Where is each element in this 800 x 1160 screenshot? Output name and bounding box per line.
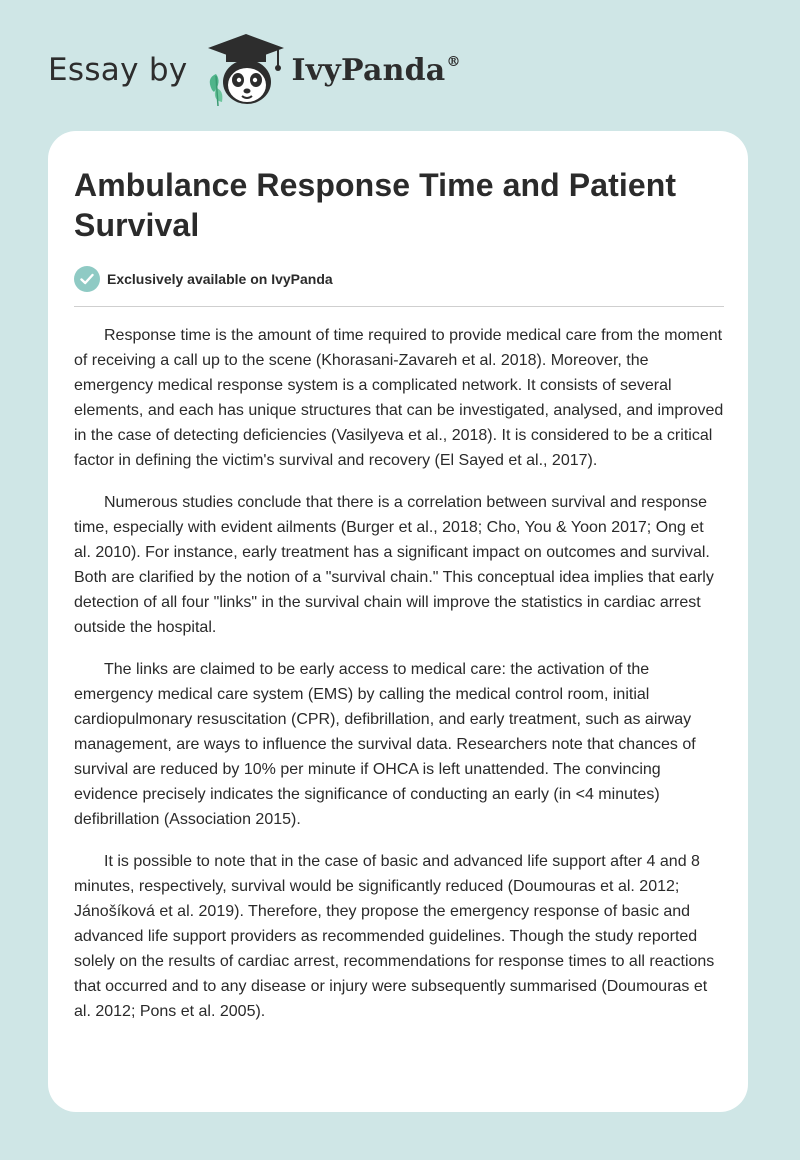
paragraph: Numerous studies conclude that there is a correlation between survival and response time, especially with evident ailments (Burger et al., 2018; Cho, You & Yoon 2017; Ong et al. 2010). For instance, early treatment has a significant impact on outcomes and survival. Both are clarified by the notion of a "survival chain." This conceptual idea implies that early detection of all four "links" in the survival chain will improve the statistics in cardiac arrest outside the hospital. (74, 494, 714, 636)
check-circle-icon (74, 266, 100, 292)
exclusive-badge-label: Exclusively available on IvyPanda (107, 271, 333, 287)
divider (74, 306, 724, 307)
essay-by-label: Essay by (48, 52, 188, 88)
essay-body (74, 323, 724, 1024)
paragraph: The links are claimed to be early access to medical care: the activation of the emergency medical care system (EMS) by calling the medical control room, initial cardiopulmonary resuscitation (CPR), defibrillation, and early treatment, such as airway management, are ways to influence the survival data. Researchers note that chances of survival are reduced by 10% per minute if OHCA is left unattended. The convincing evidence precisely indicates the significance of conducting an early (in <4 minutes) defibrillation (Association 2015). (74, 661, 696, 828)
panda-graduate-logo-icon[interactable] (202, 30, 290, 110)
essay-card (48, 131, 748, 1112)
site-header (48, 30, 461, 110)
exclusive-badge (74, 265, 722, 293)
registered-mark: ® (446, 53, 461, 70)
page-title: Ambulance Response Time and Patient Survival (74, 167, 677, 243)
paragraph: Response time is the amount of time required to provide medical care from the moment of receiving a call up to the scene (Khorasani-Zavareh et al. 2018). Moreover, the emergency medical response system is a complicated network. It consists of several elements, and each has unique structures that can be investigated, analysed, and improved in the case of detecting deficiencies (Vasilyeva et al., 2018). It is considered to be a critical factor in defining the victim's survival and recovery (El Sayed et al., 2017). (74, 327, 724, 469)
paragraph: It is possible to note that in the case of basic and advanced life support after 4 and 8 minutes, respectively, survival would be significantly reduced (Doumouras et al. 2012; Jánošíková et al. 2019). Therefore, they propose the emergency response of basic and advanced life support providers as recommended guidelines. Though the study reported solely on the results of cardiac arrest, recommendations for response times to all reactions that occurred and to any disease or injury were subsequently summarised (Doumouras et al. 2012; Pons et al. 2005). (74, 853, 715, 1020)
brand-name[interactable]: IvyPanda® (291, 52, 461, 88)
